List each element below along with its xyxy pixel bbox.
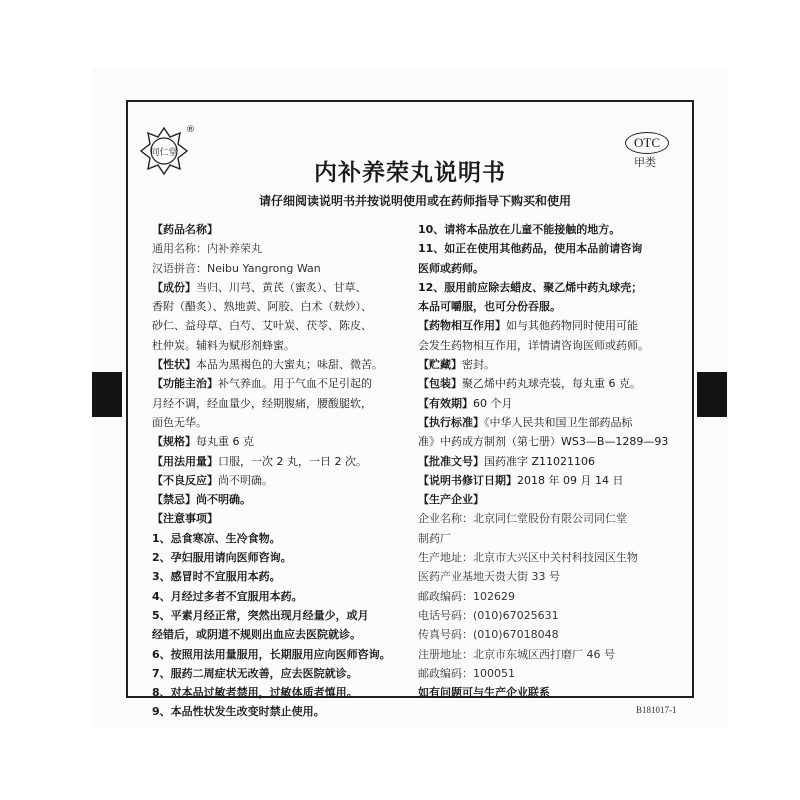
maker-heading: 【生产企业】 (418, 493, 484, 507)
interaction-line: 会发生药物相互作用，详情请咨询医师或药师。 (418, 338, 649, 352)
precaution-item: 2、孕妇服用请向医师咨询。 (152, 551, 292, 565)
adverse-heading: 【不良反应】 (152, 473, 218, 487)
edge-mark-left (92, 372, 122, 417)
properties-section (152, 355, 414, 374)
spec-section (152, 432, 414, 451)
production-address-cont: 医药产业基地天贵大街 33 号 (418, 570, 560, 584)
spec-heading: 【规格】 (152, 435, 196, 449)
validity-heading: 【有效期】 (418, 396, 473, 410)
indications-line: 月经不调，经血量少，经期腹痛，腰酸腿软， (152, 396, 372, 410)
tongrentang-logo (140, 127, 188, 175)
package-heading: 【包装】 (418, 377, 462, 391)
precaution-item: 1、忌食寒凉、生冷食物。 (152, 531, 281, 545)
ingredients-line: 砂仁、益母草、白芍、艾叶炭、茯苓、陈皮、 (152, 319, 372, 333)
precaution-item: 9、本品性状发生改变时禁止使用。 (152, 705, 325, 719)
precaution-item: 7、服药二周症状无改善，应去医院就诊。 (152, 666, 358, 680)
approval-section (418, 452, 684, 471)
ingredients-line: 香附（醋炙）、熟地黄、阿胶、白术（麸炒）、 (152, 300, 372, 314)
approval-heading: 【批准文号】 (418, 454, 484, 468)
precaution-item: 6、按照用法用量服用，长期服用应向医师咨询。 (152, 647, 391, 661)
revision-section (418, 471, 684, 490)
package-section (418, 374, 684, 393)
ingredients-heading: 【成份】 (152, 280, 196, 294)
adverse-text: 尚不明确。 (218, 473, 273, 487)
storage-text: 密封。 (462, 358, 495, 372)
interaction-section (418, 316, 684, 335)
print-code: B181017-1 (636, 705, 677, 715)
left-column (152, 220, 414, 722)
postcode: 邮政编码：102629 (418, 589, 515, 603)
company-name: 企业名称：北京同仁堂股份有限公司同仁堂 (418, 512, 627, 526)
package-text: 聚乙烯中药丸球壳装，每丸重 6 克。 (462, 377, 641, 391)
contra-section (152, 490, 414, 509)
pinyin-name: 汉语拼音：Neibu Yangrong Wan (152, 261, 321, 275)
contra-text: 尚不明确。 (196, 493, 251, 507)
contact-note: 如有问题可与生产企业联系 (418, 686, 550, 700)
ingredients-text: 当归、川芎、黄芪（蜜炙）、甘草、 (196, 280, 367, 294)
generic-name: 通用名称：内补养荣丸 (152, 242, 262, 256)
validity-section (418, 394, 684, 413)
indications-section (152, 374, 414, 393)
usage-heading: 【用法用量】 (152, 454, 218, 468)
interaction-text: 如与其他药物同时使用可能 (506, 319, 638, 333)
adverse-section (152, 471, 414, 490)
usage-text: 口服，一次 2 丸，一日 2 次。 (218, 454, 367, 468)
precaution-item-cont: 医师或药师。 (418, 261, 484, 275)
standard-section (418, 413, 684, 432)
indications-heading: 【功能主治】 (152, 377, 218, 391)
standard-line: 准》中药成方制剂（第七册）WS3—B—1289—93 (418, 435, 669, 449)
interaction-heading: 【药物相互作用】 (418, 319, 506, 333)
logo-text: 同仁堂 (150, 148, 178, 158)
revision-heading: 【说明书修订日期】 (418, 473, 517, 487)
precaution-item-cont: 本品可嚼服，也可分份吞服。 (418, 300, 561, 314)
storage-heading: 【贮藏】 (418, 358, 462, 372)
precaution-item-cont: 经错后，或阴道不规则出血应去医院就诊。 (152, 628, 361, 642)
precaution-item: 10、请将本品放在儿童不能接触的地方。 (418, 223, 621, 236)
validity-text: 60 个月 (473, 396, 513, 410)
edge-mark-right (697, 372, 727, 417)
revision-text: 2018 年 09 月 14 日 (517, 473, 624, 487)
properties-text: 本品为黑褐色的大蜜丸；味甜、微苦。 (196, 358, 383, 372)
registered-address: 注册地址：北京市东城区西打磨厂 46 号 (418, 647, 615, 661)
precaution-item: 3、感冒时不宜服用本药。 (152, 570, 281, 584)
precaution-item: 4、月经过多者不宜服用本药。 (152, 589, 303, 603)
ingredients-section (152, 278, 414, 297)
precaution-item: 5、平素月经正常，突然出现月经量少，或月 (152, 608, 369, 622)
fax-number: 传真号码：(010)67018048 (418, 628, 559, 642)
phone-number: 电话号码：(010)67025631 (418, 608, 559, 622)
standard-heading: 【执行标准】 (418, 415, 484, 429)
otc-class-label: 甲类 (634, 156, 656, 169)
contra-heading: 【禁忌】 (152, 493, 196, 507)
right-column (418, 220, 684, 702)
storage-section (418, 355, 684, 374)
indications-text: 补气养血。用于气血不足引起的 (218, 377, 372, 391)
spec-text: 每丸重 6 克 (196, 435, 254, 449)
precautions-heading: 【注意事项】 (152, 512, 218, 526)
ingredients-line: 杜仲炭。辅料为赋形剂蜂蜜。 (152, 338, 295, 352)
company-name-cont: 制药厂 (418, 531, 451, 545)
usage-section (152, 452, 414, 471)
indications-line: 面色无华。 (152, 415, 207, 429)
registered-mark: ® (186, 125, 195, 135)
production-address: 生产地址：北京市大兴区中关村科技园区生物 (418, 551, 638, 565)
precaution-item: 12、服用前应除去蜡皮、聚乙烯中药丸球壳； (418, 280, 643, 294)
otc-badge: OTC (625, 132, 669, 154)
standard-text: 《中华人民共和国卫生部药品标 (484, 415, 633, 429)
approval-text: 国药准字 Z11021106 (484, 454, 596, 468)
page-title: 内补养荣丸说明书 (314, 160, 506, 186)
properties-heading: 【性状】 (152, 358, 196, 372)
postcode: 邮政编码：100051 (418, 666, 515, 680)
precaution-item: 8、对本品过敏者禁用，过敏体质者慎用。 (152, 686, 358, 700)
precaution-item: 11、如正在使用其他药品，使用本品前请咨询 (418, 242, 643, 256)
page-subtitle: 请仔细阅读说明书并按说明使用或在药师指导下购买和使用 (258, 194, 571, 208)
drug-name-heading: 【药品名称】 (152, 223, 218, 236)
